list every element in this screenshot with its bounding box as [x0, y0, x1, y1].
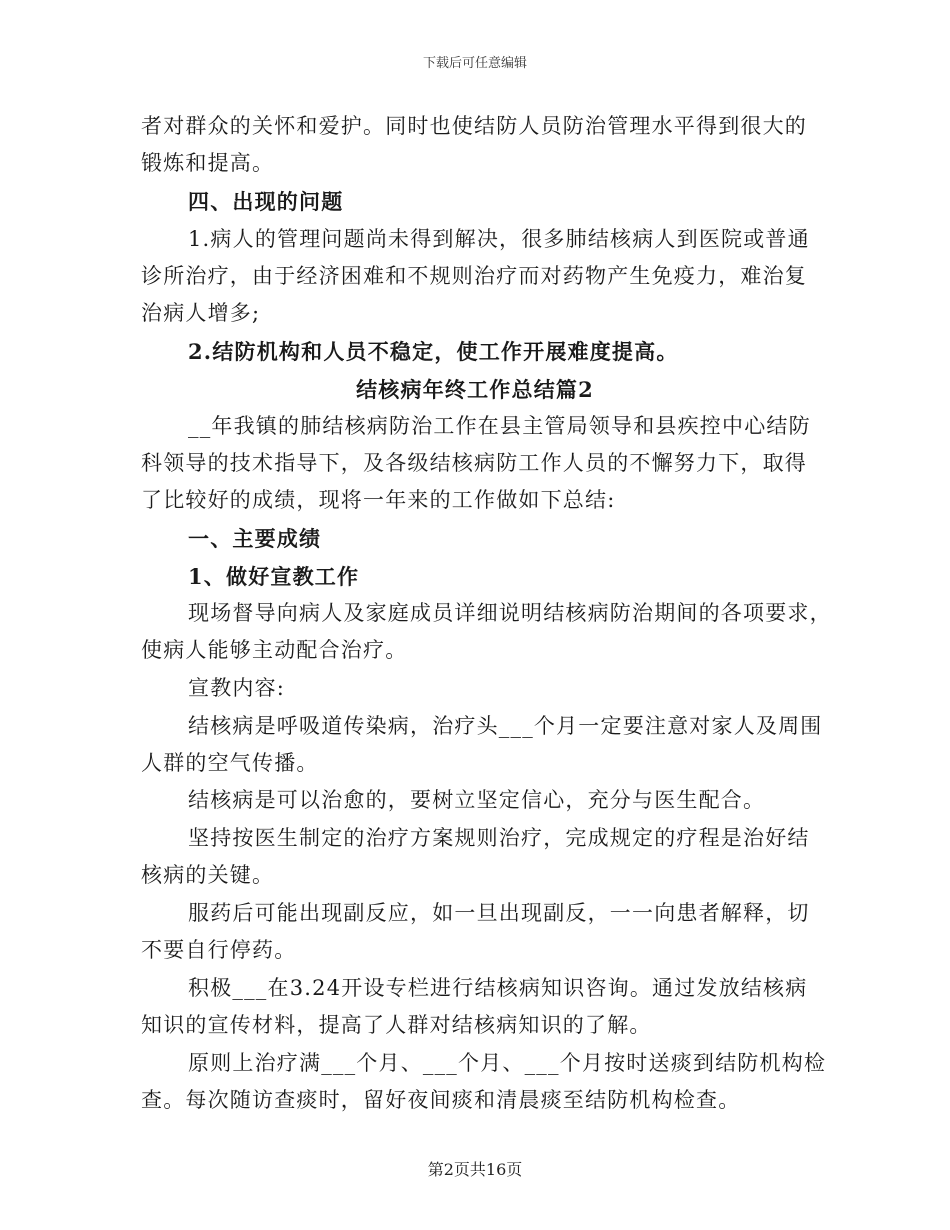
bold-paragraph: 2.结防机构和人员不稳定，使工作开展难度提高。: [188, 339, 679, 364]
section-heading: 一、主要成绩: [188, 526, 322, 551]
body-line: 人群的空气传播。: [141, 751, 319, 775]
page-header: 下载后可任意编辑: [422, 56, 527, 71]
body-line: 结核病是可以治愈的，要树立坚定信心，充分与医生配合。: [188, 788, 766, 812]
body-line: 不要自行停药。: [141, 938, 297, 962]
body-line: 核病的关键。: [141, 863, 275, 887]
body-line: 1.病人的管理问题尚未得到解决，很多肺结核病人到医院或普通: [188, 227, 810, 251]
body-line: 知识的宣传材料，提高了人群对结核病知识的了解。: [141, 1013, 652, 1037]
subsection-heading: 1、做好宣教工作: [188, 564, 360, 589]
body-line: 服药后可能出现副反应，如一旦出现副反，一一向患者解释，切: [188, 901, 810, 925]
body-line: 结核病是呼吸道传染病，治疗头___个月一定要注意对家人及周围: [188, 714, 823, 738]
body-line: 宣教内容:: [188, 676, 286, 700]
body-line: 积极___在3.24开设专栏进行结核病知识咨询。通过发放结核病: [188, 976, 808, 1000]
body-line: __年我镇的肺结核病防治工作在县主管局领导和县疾控中心结防: [188, 414, 811, 438]
body-line: 现场督导向病人及家庭成员详细说明结核病防治期间的各项要求，: [188, 601, 832, 625]
body-line: 诊所治疗，由于经济困难和不规则治疗而对药物产生免疫力，难治复: [141, 264, 807, 288]
body-line: 锻炼和提高。: [141, 151, 275, 175]
body-line: 科领导的技术指导下，及各级结核病防工作人员的不懈努力下，取得: [141, 451, 807, 475]
body-line: 治病人增多;: [141, 301, 261, 325]
body-line: 原则上治疗满___个月、___个月、___个月按时送痰到结防机构检: [188, 1051, 827, 1075]
body-line: 者对群众的关怀和爱护。同时也使结防人员防治管理水平得到很大的: [141, 114, 807, 138]
body-line: 使病人能够主动配合治疗。: [141, 638, 408, 662]
body-line: 查。每次随访查痰时，留好夜间痰和清晨痰至结防机构检查。: [141, 1088, 741, 1112]
body-line: 了比较好的成绩，现将一年来的工作做如下总结:: [141, 488, 616, 512]
body-line: 坚持按医生制定的治疗方案规则治疗，完成规定的疗程是治好结: [188, 826, 810, 850]
page-footer: 第2页共16页: [427, 1160, 523, 1179]
article-title: 结核病年终工作总结篇2: [356, 377, 594, 402]
section-heading: 四、出现的问题: [188, 189, 344, 214]
